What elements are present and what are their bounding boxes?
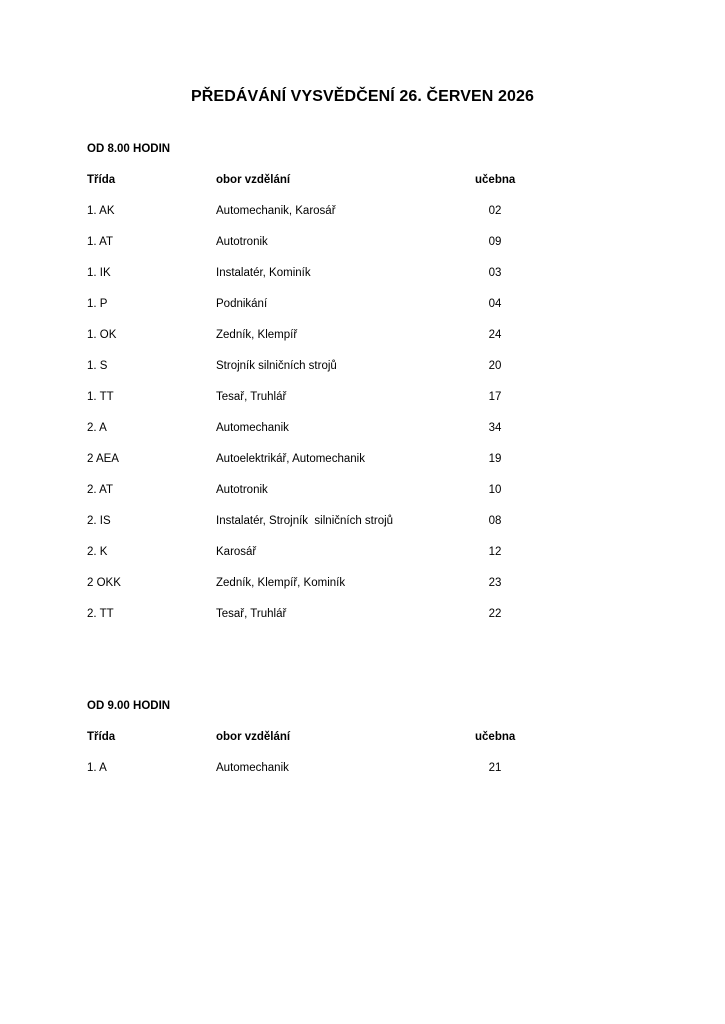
table-row bbox=[87, 297, 647, 328]
section-heading: OD 9.00 HODIN bbox=[87, 700, 171, 712]
field-cell: Automechanik bbox=[216, 422, 289, 434]
room-cell: 17 bbox=[488, 391, 502, 403]
room-cell: 04 bbox=[488, 298, 502, 310]
class-cell: 1. AK bbox=[87, 205, 115, 217]
table-row bbox=[87, 483, 647, 514]
section-9am bbox=[87, 699, 647, 792]
field-cell: Instalatér, Kominík bbox=[216, 267, 311, 279]
column-header-field: obor vzdělání bbox=[216, 174, 291, 186]
column-header-field: obor vzdělání bbox=[216, 731, 291, 743]
class-cell: 1. OK bbox=[87, 329, 117, 341]
section-heading: OD 8.00 HODIN bbox=[87, 143, 171, 155]
field-cell: Zedník, Klempíř bbox=[216, 329, 298, 341]
table-row bbox=[87, 390, 647, 421]
room-cell: 23 bbox=[488, 577, 502, 589]
field-cell: Automechanik, Karosář bbox=[216, 205, 336, 217]
room-cell: 21 bbox=[488, 762, 502, 774]
class-cell: 1. AT bbox=[87, 236, 113, 248]
field-cell: Tesař, Truhlář bbox=[216, 608, 287, 620]
table-row bbox=[87, 576, 647, 607]
room-cell: 02 bbox=[488, 205, 502, 217]
table-row bbox=[87, 514, 647, 545]
room-cell: 03 bbox=[488, 267, 502, 279]
room-cell: 08 bbox=[488, 515, 502, 527]
class-cell: 2. TT bbox=[87, 608, 114, 620]
section-8am bbox=[87, 142, 647, 638]
class-cell: 2. A bbox=[87, 422, 107, 434]
field-cell: Automechanik bbox=[216, 762, 289, 774]
class-cell: 2. AT bbox=[87, 484, 113, 496]
room-cell: 09 bbox=[488, 236, 502, 248]
field-cell: Instalatér, Strojník silničních strojů bbox=[216, 515, 394, 527]
class-cell: 2. IS bbox=[87, 515, 111, 527]
room-cell: 10 bbox=[488, 484, 502, 496]
class-cell: 2 AEA bbox=[87, 453, 119, 465]
table-row bbox=[87, 607, 647, 638]
field-cell: Strojník silničních strojů bbox=[216, 360, 337, 372]
room-cell: 34 bbox=[488, 422, 502, 434]
field-cell: Zedník, Klempíř, Kominík bbox=[216, 577, 346, 589]
column-header-class: Třída bbox=[87, 174, 116, 186]
field-cell: Podnikání bbox=[216, 298, 268, 310]
field-cell: Karosář bbox=[216, 546, 257, 558]
room-cell: 19 bbox=[488, 453, 502, 465]
room-cell: 22 bbox=[488, 608, 502, 620]
field-cell: Autoelektrikář, Automechanik bbox=[216, 453, 365, 465]
field-cell: Autotronik bbox=[216, 236, 268, 248]
room-cell: 12 bbox=[488, 546, 502, 558]
page-title: PŘEDÁVÁNÍ VYSVĚDČENÍ 26. ČERVEN 2026 bbox=[191, 88, 534, 105]
class-cell: 1. S bbox=[87, 360, 108, 372]
room-cell: 20 bbox=[488, 360, 502, 372]
room-cell: 24 bbox=[488, 329, 502, 341]
table-row bbox=[87, 359, 647, 390]
class-cell: 1. A bbox=[87, 762, 107, 774]
class-cell: 2 OKK bbox=[87, 577, 121, 589]
class-cell: 2. K bbox=[87, 546, 108, 558]
table-row bbox=[87, 328, 647, 359]
class-cell: 1. TT bbox=[87, 391, 114, 403]
table-row bbox=[87, 761, 647, 792]
table-row bbox=[87, 421, 647, 452]
table-row bbox=[87, 545, 647, 576]
table-header-row bbox=[87, 173, 647, 204]
class-cell: 1. P bbox=[87, 298, 108, 310]
class-cell: 1. IK bbox=[87, 267, 111, 279]
field-cell: Tesař, Truhlář bbox=[216, 391, 287, 403]
table-row bbox=[87, 204, 647, 235]
table-row bbox=[87, 235, 647, 266]
column-header-room: učebna bbox=[475, 174, 516, 186]
table-row bbox=[87, 266, 647, 297]
field-cell: Autotronik bbox=[216, 484, 268, 496]
table-row bbox=[87, 452, 647, 483]
column-header-room: učebna bbox=[475, 731, 516, 743]
table-header-row bbox=[87, 730, 647, 761]
column-header-class: Třída bbox=[87, 731, 116, 743]
